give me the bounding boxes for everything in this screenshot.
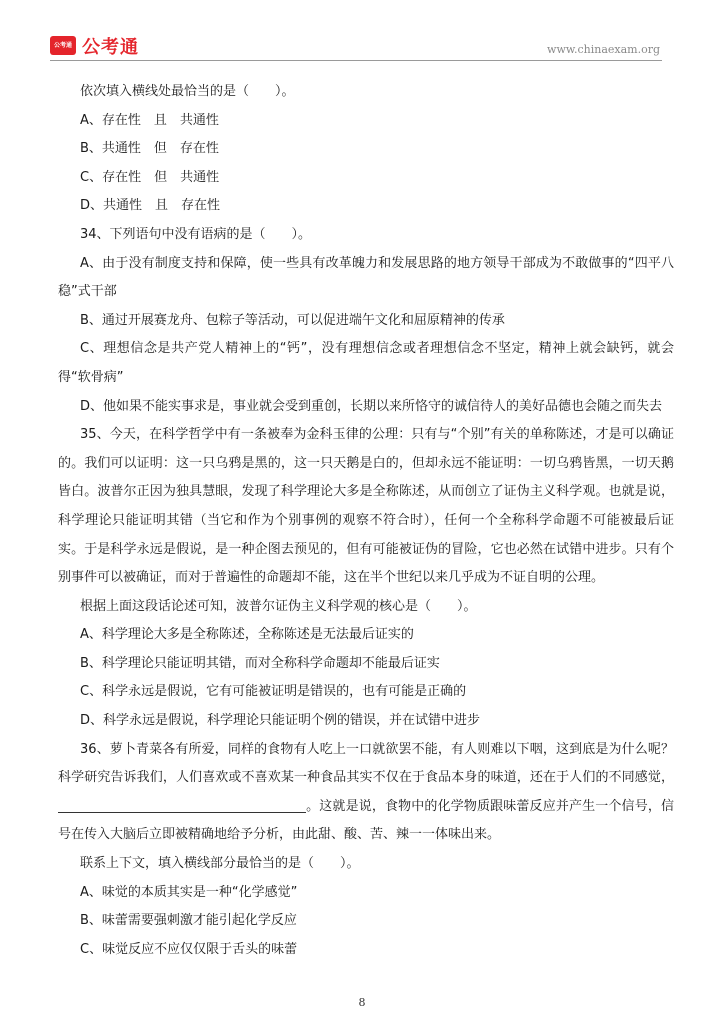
q36-passage-after: 。这就是说，食物中的化学物质跟味蕾反应并产生一个信号，信号在传入大脑后立即被精确地给予分析，由此甜、酸、苦、辣一一体味出来。 <box>58 798 674 843</box>
q35-option-c: C、科学永远是假说，它有可能被证明是错误的，也有可能是正确的 <box>80 684 467 700</box>
q35-option-d: D、科学永远是假说，科学理论只能证明个例的错误，并在试错中进步 <box>80 713 481 729</box>
fill-in-blank <box>58 798 306 813</box>
q36-prompt: 联系上下文，填入横线部分最恰当的是（ ）。 <box>80 856 360 872</box>
q34-option-b: B、通过开展赛龙舟、包粽子等活动，可以促进端午文化和屈原精神的传承 <box>80 312 505 328</box>
q33-option-a: A、存在性 且 共通性 <box>80 112 219 128</box>
q34-option-d: D、他如果不能实事求是，事业就会受到重创，长期以来所恪守的诚信待人的美好品德也会随之而失去 <box>80 398 663 414</box>
q34-option-a: A、由于没有制度支持和保障，使一些具有改革魄力和发展思路的地方领导干部成为不敢做事的“四平八稳”式干部 <box>58 255 674 300</box>
q34-option-c: C、理想信念是共产党人精神上的“钙”，没有理想信念或者理想信念不坚定，精神上就会缺钙，就会得“软骨病” <box>58 341 674 385</box>
q33-option-d: D、共通性 且 存在性 <box>80 198 221 214</box>
page-number: 8 <box>358 996 366 1009</box>
q33-option-c: C、存在性 但 共通性 <box>80 169 220 185</box>
q36-option-a: A、味觉的本质其实是一种“化学感觉” <box>80 884 298 900</box>
q35-passage: 35、今天，在科学哲学中有一条被奉为金科玉律的公理：只有与“个别”有关的单称陈述，才是可以确证的。我们可以证明：这一只乌鸦是黑的，这一只天鹅是白的，但却永远不能证明：一切乌鸦皆黑，一切天鹅皆白。波普尔正因为独具慧眼，发现了科学理论大多是全称陈述，从而创立了证伪主义科学观。也就是说，科学理论只能证明其错（当它和作为个别事例的观察不符合时），任何一个全称科学命题不可能被最后证实。于是科学永远是假说，是一种企图去预见的，但有可能被证伪的冒险，它也必然在试错中进步。只有个别事件可以被确证，而对于普遍性的命题却不能，这在半个世纪以来几乎成为不证自明的公理。 <box>58 427 674 586</box>
logo-badge: 公考通 <box>50 36 76 55</box>
q35-option-a: A、科学理论大多是全称陈述，全称陈述是无法最后证实的 <box>80 627 414 643</box>
q33-option-b: B、共通性 但 存在性 <box>80 141 219 157</box>
header-rule <box>50 60 662 61</box>
q36-option-b: B、味蕾需要强刺激才能引起化学反应 <box>80 913 297 929</box>
q36-passage <box>58 736 674 850</box>
site-url: www.chinaexam.org <box>547 43 660 56</box>
q34-prompt: 34、下列语句中没有语病的是（ ）。 <box>80 226 312 242</box>
page-header <box>0 0 724 64</box>
q35-prompt: 根据上面这段话论述可知，波普尔证伪主义科学观的核心是（ ）。 <box>80 598 477 614</box>
q33-prompt: 依次填入横线处最恰当的是（ ）。 <box>80 84 295 99</box>
q35-option-b: B、科学理论只能证明其错，而对全称科学命题却不能最后证实 <box>80 655 440 671</box>
document-body <box>58 78 674 964</box>
q36-passage-before: 36、萝卜青菜各有所爱，同样的食物有人吃上一口就欲罢不能，有人则难以下咽，这到底是为什么呢？科学研究告诉我们，人们喜欢或不喜欢某一种食品其实不仅在于食品本身的味道，还在于人们的不同感觉， <box>58 741 674 786</box>
q36-option-c: C、味觉反应不应仅仅限于舌头的味蕾 <box>80 941 298 957</box>
brand-name: 公考通 <box>82 37 139 58</box>
